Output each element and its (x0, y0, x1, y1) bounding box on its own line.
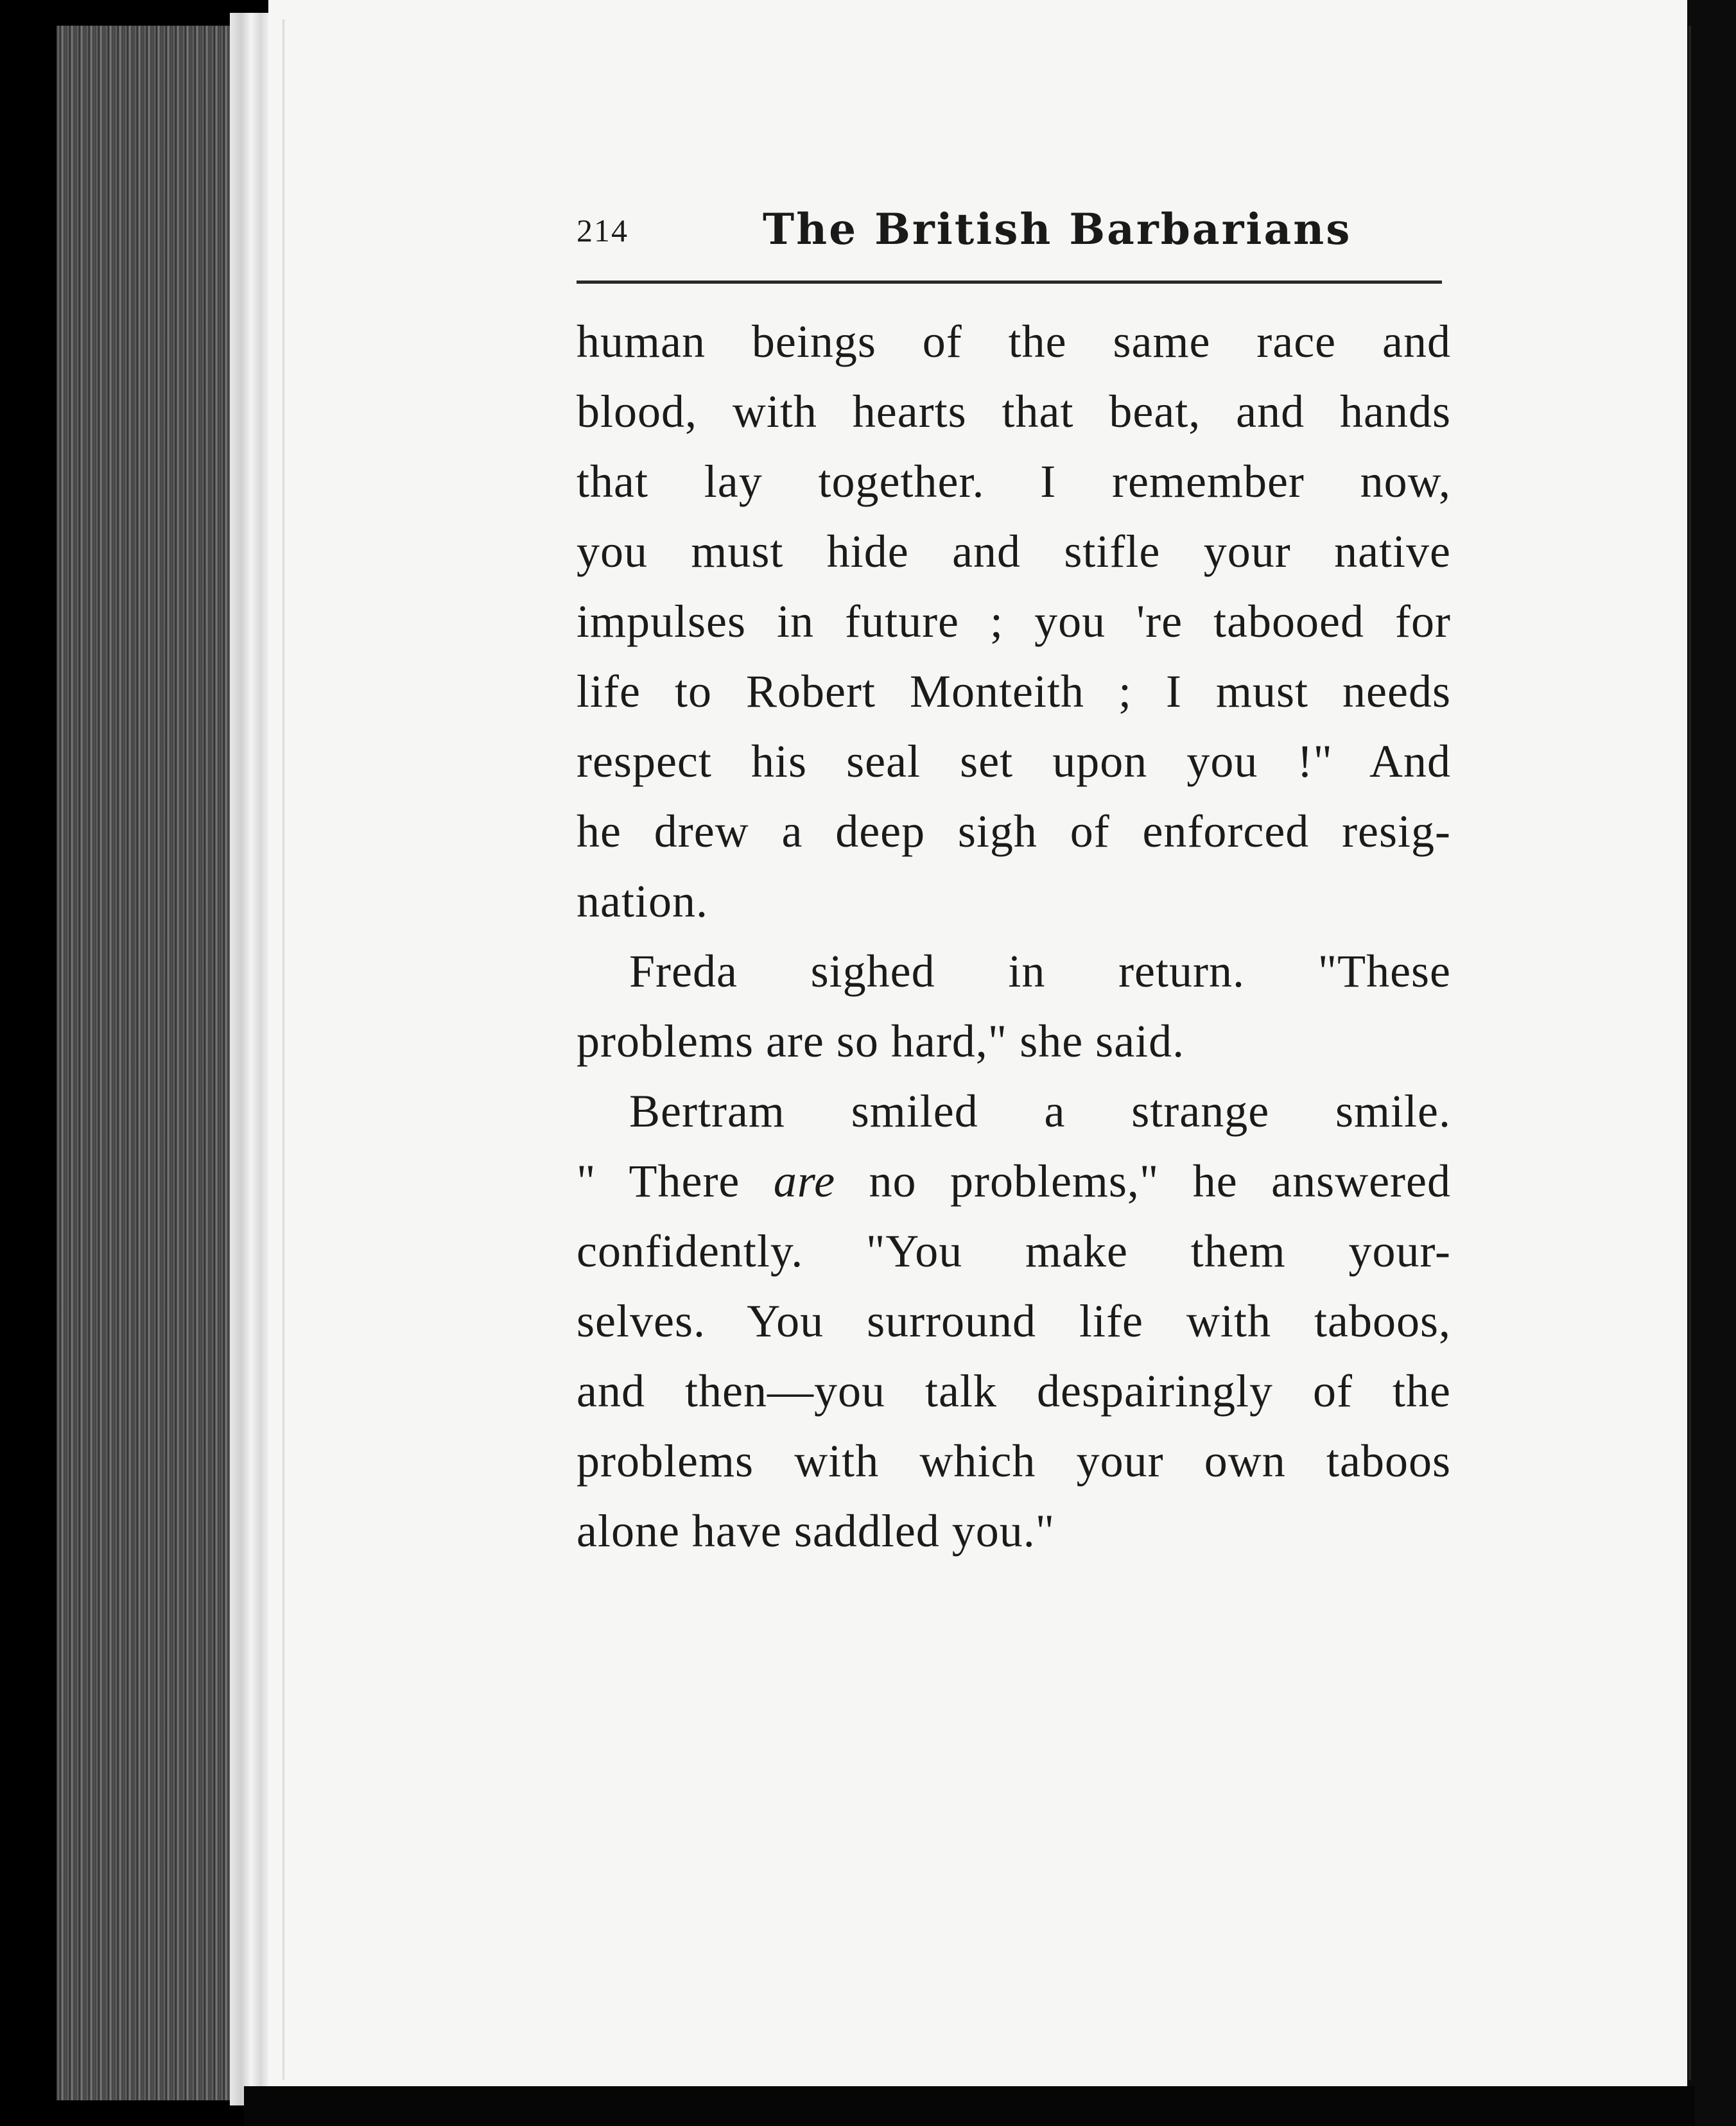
running-title: The British Barbarians (763, 204, 1352, 254)
text-line: blood, with hearts that beat, and hands (577, 386, 1451, 437)
text-line: problems with which your own taboos (577, 1435, 1451, 1487)
text-line: you must hide and stifle your native (577, 526, 1451, 577)
text-line: respect his seal set upon you !" And (577, 736, 1451, 787)
page-number: 214 (577, 212, 629, 248)
page-gutter (230, 13, 268, 2105)
header-rule (577, 281, 1442, 284)
text-line: alone have saddled you." (577, 1505, 1055, 1557)
bottom-scan-margin (244, 2086, 1695, 2126)
text-line: selves. You surround life with taboos, (577, 1295, 1451, 1347)
running-header (577, 204, 1442, 268)
text-line: Bertram smiled a strange smile. (629, 1085, 1451, 1137)
body-text (577, 307, 1451, 1566)
text-line: confidently. "You make them your- (577, 1225, 1451, 1277)
text-segment: " There (577, 1155, 774, 1207)
text-line: Freda sighed in return. "These (629, 946, 1451, 997)
text-line: human beings of the same race and (577, 316, 1451, 367)
text-line: he drew a deep sigh of enforced resig- (577, 806, 1451, 857)
right-page-edge (1688, 26, 1691, 2080)
text-segment: no problems," he answered (835, 1155, 1451, 1207)
text-line: nation. (577, 876, 708, 927)
text-line: impulses in future ; you 're tabooed for (577, 596, 1451, 647)
text-line: problems are so hard," she said. (577, 1015, 1185, 1067)
text-line: and then—you talk despairingly of the (577, 1365, 1451, 1417)
text-line: life to Robert Monteith ; I must needs (577, 666, 1451, 717)
text-line: that lay together. I remember now, (577, 456, 1451, 507)
book-page-edges (56, 26, 250, 2100)
right-scan-margin (1687, 0, 1736, 2126)
text-line-with-italic (577, 1146, 1451, 1216)
italic-word: are (773, 1155, 836, 1207)
